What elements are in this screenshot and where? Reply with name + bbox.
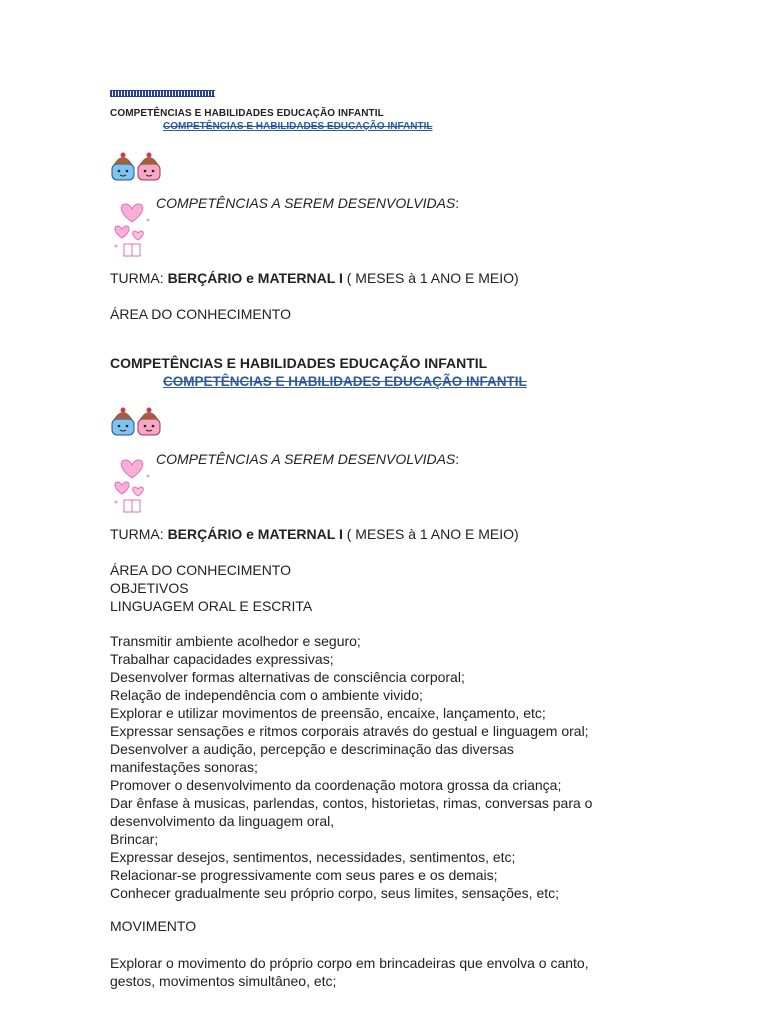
list-item: Explorar o movimento do próprio corpo em brincadeiras que envolva o canto,	[110, 955, 589, 971]
section-title-large: COMPETÊNCIAS E HABILIDADES EDUCAÇÃO INFANTIL	[110, 355, 488, 371]
list-item: Expressar sensações e ritmos corporais através do gestual e linguagem oral;	[110, 723, 589, 739]
list-item: Explorar e utilizar movimentos de preensão, encaixe, lançamento, etc;	[110, 705, 546, 721]
objectives-list	[110, 632, 670, 902]
section-title-link-small[interactable]: COMPETÊNCIAS E HABILIDADES EDUCAÇÃO INFANTIL	[163, 121, 433, 132]
list-item: gestos, movimentos simultâneo, etc;	[110, 973, 337, 989]
objetivos-heading: OBJETIVOS	[110, 580, 189, 596]
competencias-heading: COMPETÊNCIAS A SEREM DESENVOLVIDAS:	[156, 451, 460, 467]
list-item: Dar ênfase à musicas, parlendas, contos, historietas, rimas, conversas para o	[110, 795, 593, 811]
movimento-text	[110, 954, 670, 990]
movimento-heading: MOVIMENTO	[110, 918, 197, 934]
hearts-gift-icon	[110, 456, 154, 514]
dotted-divider	[110, 90, 215, 97]
competencias-heading: COMPETÊNCIAS A SEREM DESENVOLVIDAS:	[156, 195, 460, 211]
turma-line: TURMA: BERÇÁRIO e MATERNAL I ( MESES à 1 ANO E MEIO)	[110, 270, 519, 286]
cupcake-mugs-icon	[110, 150, 164, 182]
list-item: Relacionar-se progressivamente com seus pares e os demais;	[110, 867, 498, 883]
section-title-link-large[interactable]: COMPETÊNCIAS E HABILIDADES EDUCAÇÃO INFANTIL	[163, 374, 527, 389]
area-conhecimento: ÁREA DO CONHECIMENTO	[110, 562, 291, 578]
area-block	[110, 561, 670, 615]
list-item: manifestações sonoras;	[110, 759, 258, 775]
section-title-small: COMPETÊNCIAS E HABILIDADES EDUCAÇÃO INFANTIL	[110, 108, 384, 119]
list-item: Trabalhar capacidades expressivas;	[110, 651, 334, 667]
list-item: Conhecer gradualmente seu próprio corpo, seus limites, sensações, etc;	[110, 885, 560, 901]
list-item: Promover o desenvolvimento da coordenação motora grossa da criança;	[110, 777, 562, 793]
list-item: Desenvolver formas alternativas de consciência corporal;	[110, 669, 465, 685]
hearts-gift-icon	[110, 200, 154, 258]
list-item: Desenvolver a audição, percepção e descriminação das diversas	[110, 741, 514, 757]
list-item: Brincar;	[110, 831, 159, 847]
list-item: Relação de independência com o ambiente vivido;	[110, 687, 423, 703]
area-conhecimento: ÁREA DO CONHECIMENTO	[110, 306, 291, 322]
list-item: Expressar desejos, sentimentos, necessidades, sentimentos, etc;	[110, 849, 516, 865]
turma-line: TURMA: BERÇÁRIO e MATERNAL I ( MESES à 1 ANO E MEIO)	[110, 526, 519, 542]
list-item: Transmitir ambiente acolhedor e seguro;	[110, 633, 361, 649]
linguagem-heading: LINGUAGEM ORAL E ESCRITA	[110, 598, 313, 614]
list-item: desenvolvimento da linguagem oral,	[110, 813, 335, 829]
cupcake-mugs-icon	[110, 405, 164, 437]
